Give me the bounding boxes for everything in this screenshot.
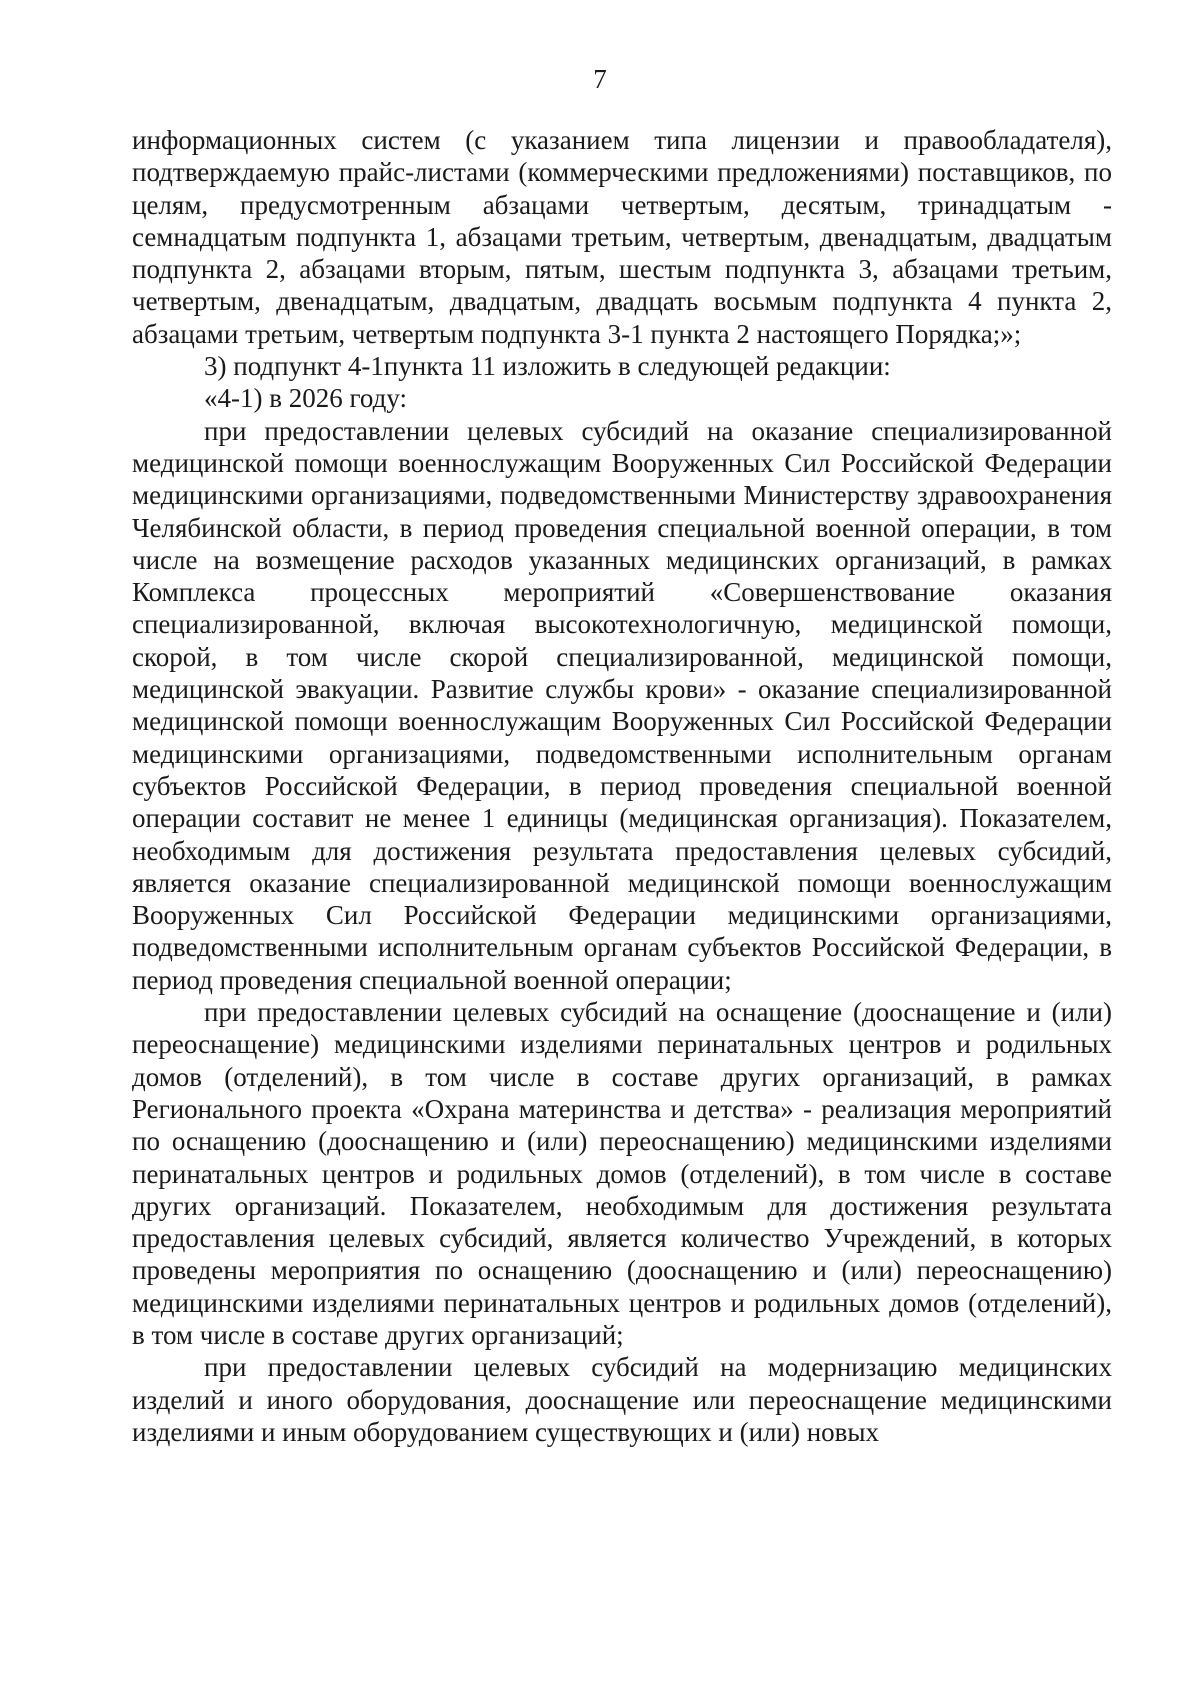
paragraph-specialized-care: при предоставлении целевых субсидий на оказание специализированной медицинской помощи военнослужащим Вооруженных Сил Российской Федерации медицинскими организациями, подведомственными Министерству здравоохранения Челябинской области, в период проведения специальной военной операции, в том числе на возмещение расходов указанных медицинских организаций, в рамках Комплекса процессных мероприятий «Совершенствование оказания специализированной, включая высокотехнологичную, медицинской помощи, скорой, в том числе скорой специализированной, медицинской помощи, медицинской эвакуации. Развитие службы крови» - оказание специализированной медицинской помощи военнослужащим Вооруженных Сил Российской Федерации медицинскими организациями, подведомственными исполнительным органам субъектов Российской Федерации, в период проведения специальной военной операции составит не менее 1 единицы (медицинская организация). Показателем, необходимым для достижения результата предоставления целевых субсидий, является оказание специализированной медицинской помощи военнослужащим Вооруженных Сил Российской Федерации медицинскими организациями, подведомственными исполнительным органам субъектов Российской Федерации, в период проведения специальной военной операции; (132, 415, 1112, 995)
paragraph-modernization: при предоставлении целевых субсидий на модернизацию медицинских изделий и иного оборудования, дооснащение или переоснащение медицинскими изделиями и иным оборудованием существующих и (или) новых (132, 1352, 1112, 1447)
paragraph-subitem-3: 3) подпункт 4-1пункта 11 изложить в следующей редакции: (204, 351, 891, 382)
page-number: 7 (593, 64, 607, 94)
paragraph-subitem-4-1: «4-1) в 2026 году: (204, 383, 407, 414)
document-body (132, 124, 1112, 1448)
paragraph-continuation: информационных систем (с указанием типа лицензии и правообладателя), подтверждаемую прайс-листами (коммерческими предложениями) поставщиков, по целям, предусмотренным абзацами четвертым, десятым, тринадцатым - семнадцатым подпункта 1, абзацами третьим, четвертым, двенадцатым, двадцатым подпункта 2, абзацами вторым, пятым, шестым подпункта 3, абзацами третьим, четвертым, двенадцатым, двадцатым, двадцать восьмым подпункта 4 пункта 2, абзацами третьим, четвертым подпункта 3-1 пункта 2 настоящего Порядка;»; (132, 125, 1112, 349)
paragraph-perinatal-equipment: при предоставлении целевых субсидий на оснащение (дооснащение и (или) переоснащение) медицинскими изделиями перинатальных центров и родильных домов (отделений), в том числе в составе других организаций, в рамках Регионального проекта «Охрана материнства и детства» - реализация мероприятий по оснащению (дооснащению и (или) переоснащению) медицинскими изделиями перинатальных центров и родильных домов (отделений), в том числе в составе других организаций. Показателем, необходимым для достижения результата предоставления целевых субсидий, является количество Учреждений, в которых проведены мероприятия по оснащению (дооснащению и (или) переоснащению) медицинскими изделиями перинатальных центров и родильных домов (отделений), в том числе в составе других организаций; (132, 997, 1112, 1350)
